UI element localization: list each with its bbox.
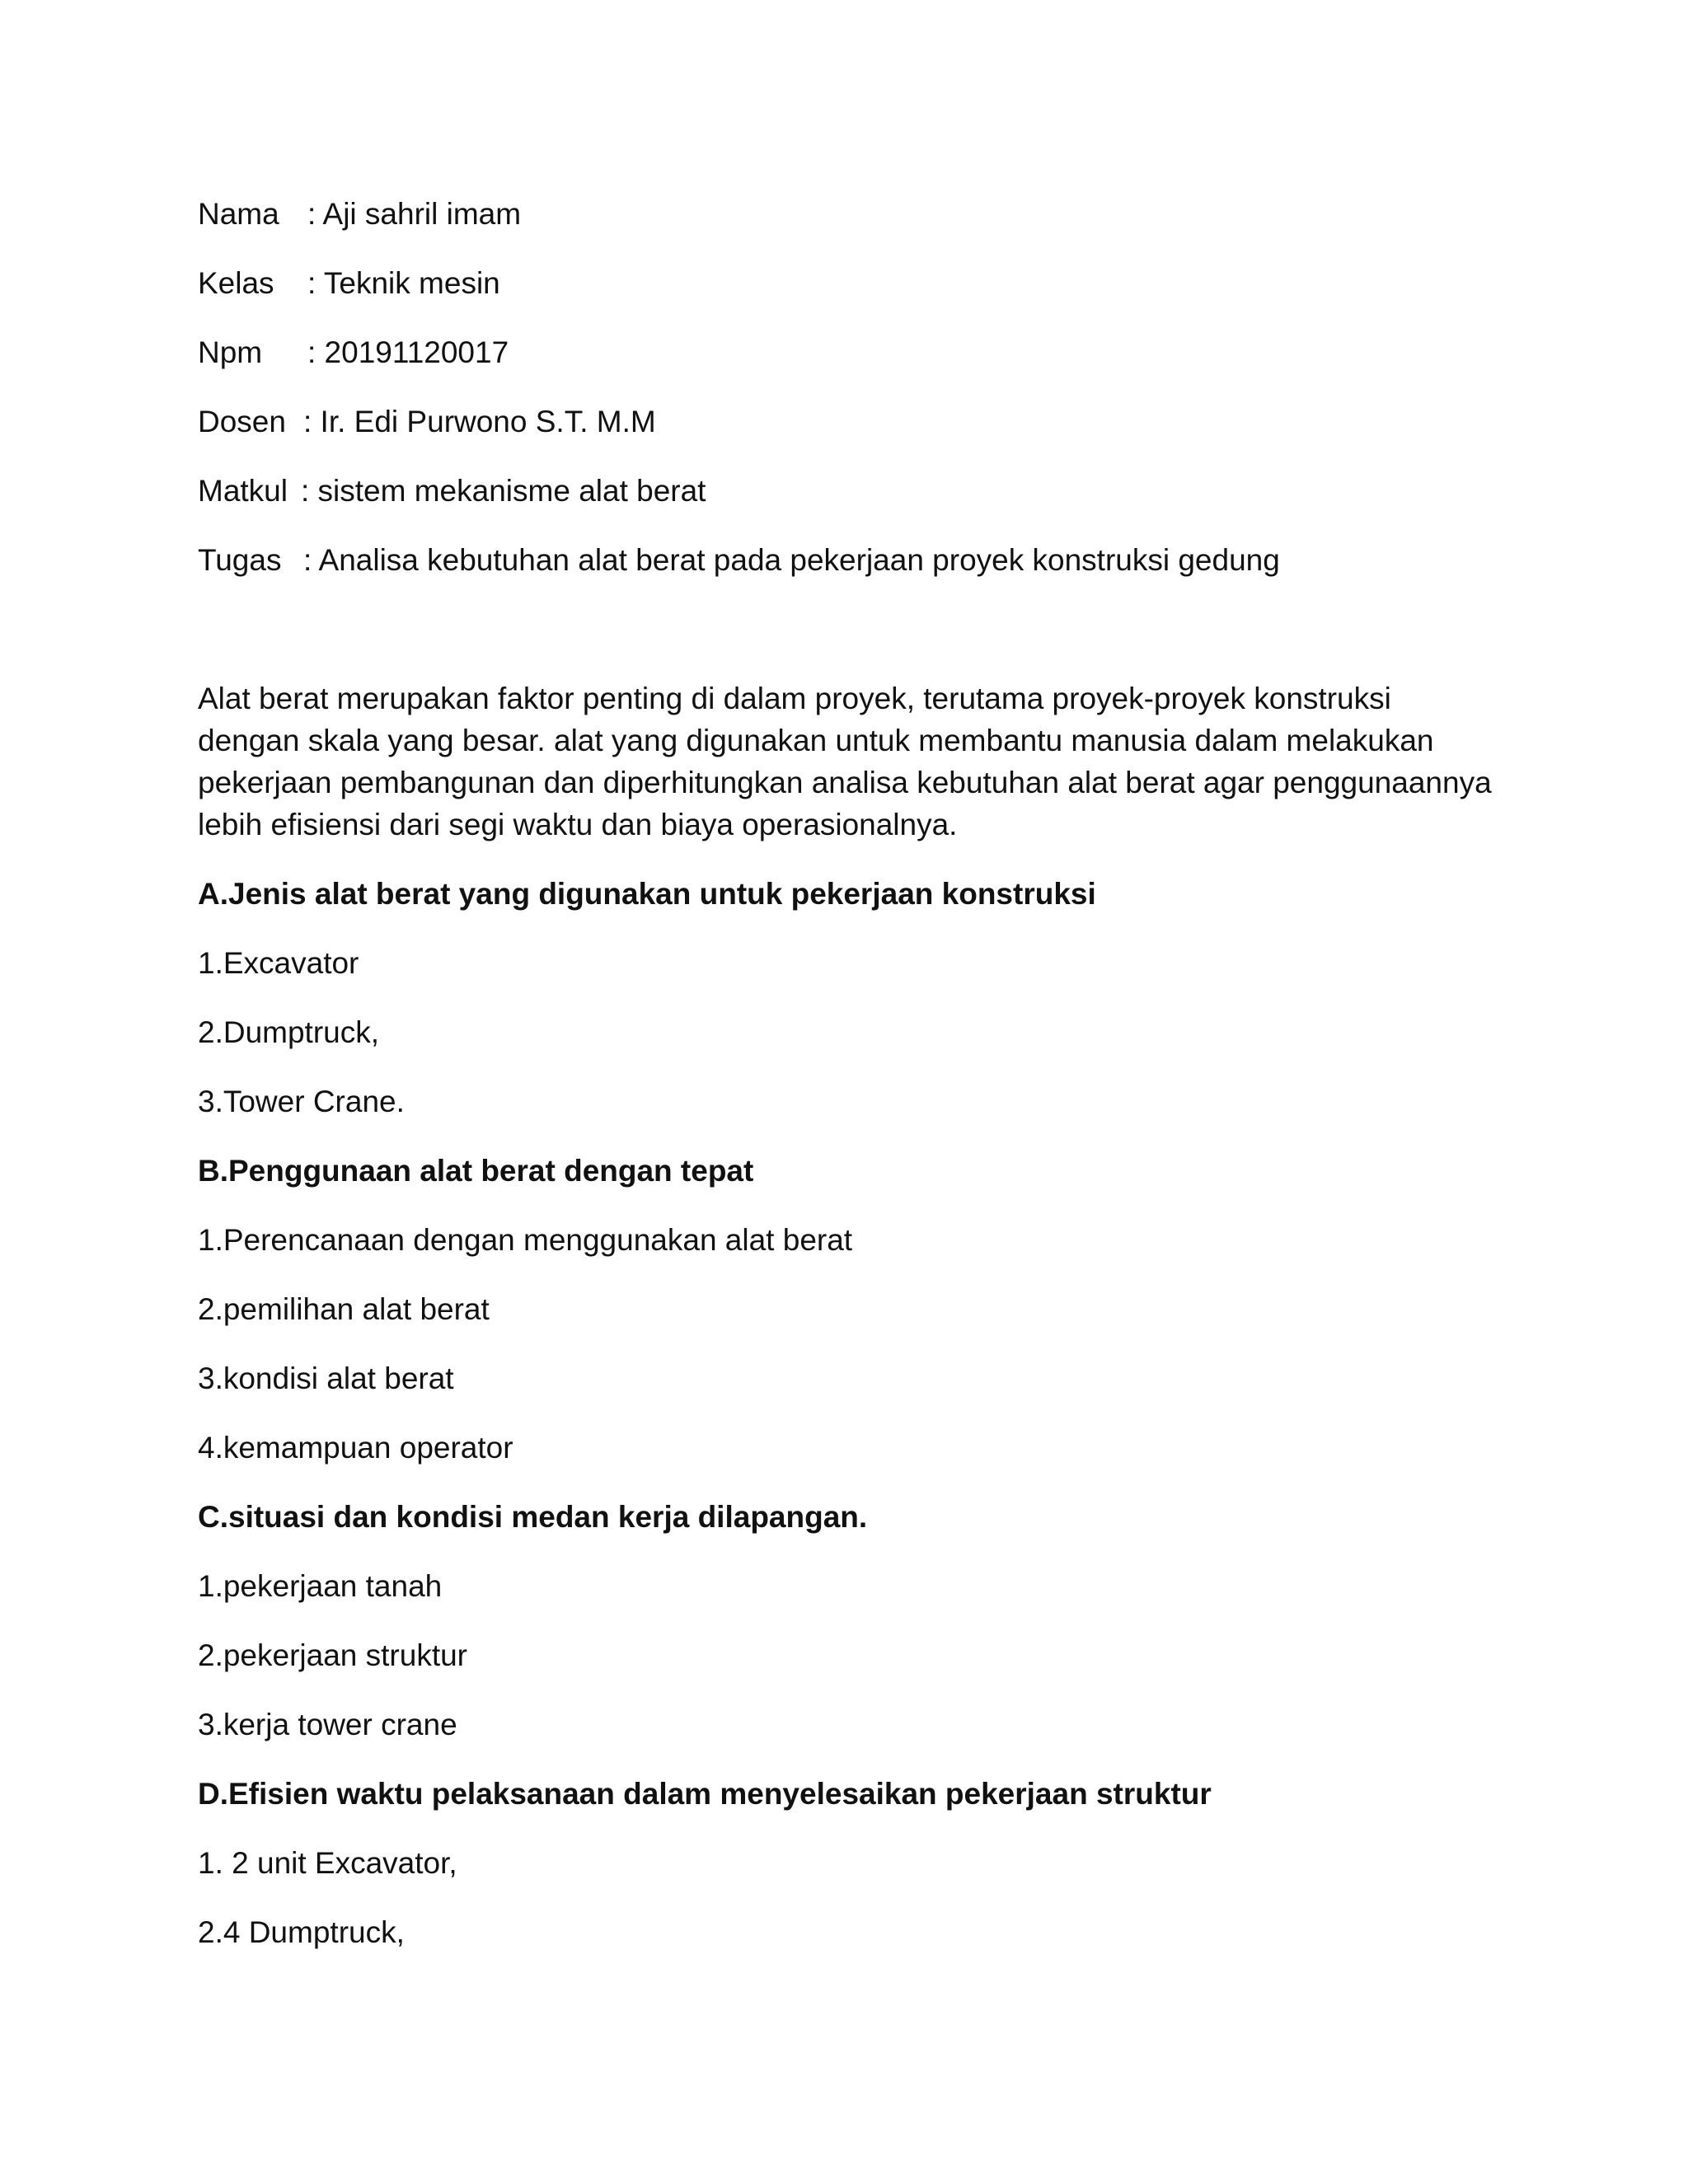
- section-c-item-2: 2.pekerjaan struktur: [198, 1638, 468, 1672]
- header-dosen: [198, 401, 656, 443]
- section-d-title: D.Efisien waktu pelaksanaan dalam menyelesaikan pekerjaan struktur: [198, 1777, 1212, 1811]
- header-npm-value: : 20191120017: [307, 335, 509, 369]
- header-nama-value: : Aji sahril imam: [307, 197, 522, 231]
- intro-line-2: dengan skala yang besar. alat yang digunakan untuk membantu manusia dalam melakukan: [198, 724, 1434, 757]
- section-c-item-1: 1.pekerjaan tanah: [198, 1569, 443, 1603]
- section-d-item-1: 1. 2 unit Excavator,: [198, 1846, 457, 1880]
- header-kelas-value: : Teknik mesin: [307, 266, 500, 300]
- header-tugas-label: Tugas: [198, 543, 282, 577]
- header-npm-label: Npm: [198, 335, 263, 369]
- header-dosen-label: Dosen: [198, 405, 286, 438]
- section-a-item-1: 1.Excavator: [198, 946, 359, 980]
- header-matkul: [198, 470, 706, 512]
- section-b-item-4: 4.kemampuan operator: [198, 1431, 513, 1465]
- intro-line-1: Alat berat merupakan faktor penting di dalam proyek, terutama proyek-proyek konstruksi: [198, 682, 1391, 715]
- section-c-item-3: 3.kerja tower crane: [198, 1708, 457, 1741]
- header-tugas-value: : Analisa kebutuhan alat berat pada pekerjaan proyek konstruksi gedung: [303, 543, 1280, 577]
- header-matkul-value: : sistem mekanisme alat berat: [301, 474, 706, 508]
- section-b-item-2: 2.pemilihan alat berat: [198, 1292, 490, 1326]
- section-d-item-2: 2.4 Dumptruck,: [198, 1915, 405, 1949]
- section-b-item-3: 3.kondisi alat berat: [198, 1361, 454, 1395]
- section-c-title: C.situasi dan kondisi medan kerja dilapangan.: [198, 1500, 868, 1534]
- header-kelas: [198, 262, 500, 304]
- section-a-item-3: 3.Tower Crane.: [198, 1085, 405, 1118]
- header-npm: [198, 331, 509, 373]
- header-dosen-value: : Ir. Edi Purwono S.T. M.M: [303, 405, 656, 438]
- header-nama: [198, 193, 521, 235]
- section-b-item-1: 1.Perencanaan dengan menggunakan alat berat: [198, 1223, 853, 1257]
- header-tugas: [198, 539, 1280, 581]
- section-a-title: A.Jenis alat berat yang digunakan untuk pekerjaan konstruksi: [198, 877, 1096, 911]
- intro-line-3: pekerjaan pembangunan dan diperhitungkan analisa kebutuhan alat berat agar penggunaannya: [198, 766, 1492, 799]
- intro-line-4: lebih efisiensi dari segi waktu dan biaya operasionalnya.: [198, 808, 958, 841]
- section-a-item-2: 2.Dumptruck,: [198, 1015, 380, 1049]
- header-nama-label: Nama: [198, 197, 279, 231]
- header-kelas-label: Kelas: [198, 266, 274, 300]
- section-b-title: B.Penggunaan alat berat dengan tepat: [198, 1154, 754, 1188]
- header-matkul-label: Matkul: [198, 474, 288, 508]
